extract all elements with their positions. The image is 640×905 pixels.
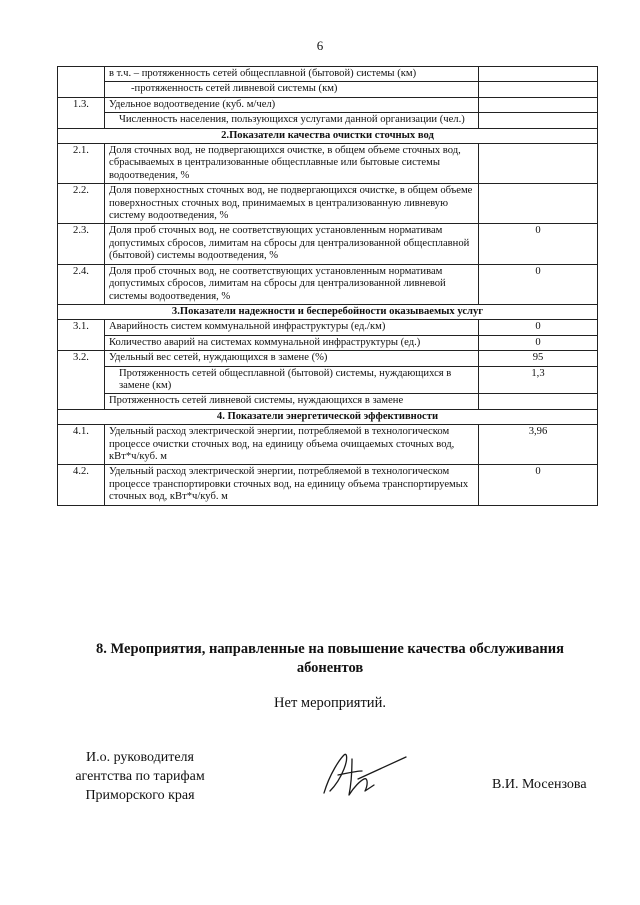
indicator-value: 0 — [479, 335, 598, 350]
indicators-table — [57, 66, 598, 506]
table-row — [58, 394, 598, 409]
indicator-name: Удельный расход электрической энергии, потребляемой в технологическом процессе транспортировки сточных вод, на единицу объема транспортируемых сточных вод, кВт*ч/куб. м — [105, 465, 479, 505]
indicator-name: Доля сточных вод, не подвергающихся очистке, в общем объеме сточных вод, сбрасываемых в централизованные общесплавные или бытовые системы водоотведения, % — [105, 144, 479, 184]
table-row — [58, 366, 598, 394]
table-row — [58, 224, 598, 264]
table-row — [58, 67, 598, 82]
table-row — [58, 425, 598, 465]
table-row — [58, 465, 598, 505]
table-row — [58, 97, 598, 112]
indicator-value — [479, 144, 598, 184]
section-title: 2.Показатели качества очистки сточных вод — [58, 128, 598, 143]
indicator-value: 3,96 — [479, 425, 598, 465]
table-row — [58, 320, 598, 335]
indicator-value: 0 — [479, 465, 598, 505]
indicator-value — [479, 67, 598, 82]
indicator-name: -протяженность сетей ливневой системы (км) — [105, 82, 479, 97]
table-row — [58, 335, 598, 350]
indicator-value: 0 — [479, 224, 598, 264]
indicator-value: 95 — [479, 351, 598, 366]
indicator-name: в т.ч. – протяженность сетей общесплавной (бытовой) системы (км) — [105, 67, 479, 82]
indicator-value — [479, 394, 598, 409]
section-header-row — [58, 128, 598, 143]
row-number — [58, 67, 105, 98]
row-number: 3.1. — [58, 320, 105, 351]
signatory-title: И.о. руководителя агентства по тарифам Приморского края — [75, 750, 205, 803]
table-row — [58, 351, 598, 366]
indicator-name: Удельный расход электрической энергии, потребляемой в технологическом процессе очистки сточных вод, на единицу объема очищаемых сточных вод, кВт*ч/куб. м — [105, 425, 479, 465]
section-header-row — [58, 409, 598, 424]
row-number: 4.2. — [58, 465, 105, 505]
table-row — [58, 82, 598, 97]
indicator-name: Удельное водоотведение (куб. м/чел) — [105, 97, 479, 112]
indicator-name: Доля проб сточных вод, не соответствующих установленным нормативам допустимых сбросов, лимитам на сбросы для централизованной общесплавной (бытовой) системы водоотведения, % — [105, 224, 479, 264]
indicator-name: Протяженность сетей ливневой системы, нуждающихся в замене — [105, 394, 479, 409]
row-number: 1.3. — [58, 97, 105, 128]
indicator-name: Аварийность систем коммунальной инфраструктуры (ед./км) — [105, 320, 479, 335]
section-8-body: Нет мероприятий. — [274, 695, 386, 711]
table-row — [58, 144, 598, 184]
handwritten-signature — [318, 745, 410, 801]
section-title: 4. Показатели энергетической эффективности — [58, 409, 598, 424]
indicator-name: Доля поверхностных сточных вод, не подвергающихся очистке, в общем объеме поверхностных сточных вод, принимаемых в централизованную ливневую систему водоотведения, % — [105, 184, 479, 224]
section-header-row — [58, 304, 598, 319]
table-row — [58, 184, 598, 224]
table-row — [58, 264, 598, 304]
indicator-name: Протяженность сетей общесплавной (бытовой) системы, нуждающихся в замене (км) — [105, 366, 479, 394]
indicator-value — [479, 113, 598, 128]
indicator-value: 0 — [479, 320, 598, 335]
section-8-title: 8. Мероприятия, направленные на повышение качества обслуживания абонентов — [96, 641, 564, 676]
row-number: 2.2. — [58, 184, 105, 224]
indicator-name: Удельный вес сетей, нуждающихся в замене (%) — [105, 351, 479, 366]
row-number: 3.2. — [58, 351, 105, 410]
indicator-value — [479, 97, 598, 112]
indicator-value — [479, 82, 598, 97]
indicator-name: Количество аварий на системах коммунальной инфраструктуры (ед.) — [105, 335, 479, 350]
indicator-value: 0 — [479, 264, 598, 304]
section-title: 3.Показатели надежности и бесперебойности оказываемых услуг — [58, 304, 598, 319]
indicator-name: Доля проб сточных вод, не соответствующих установленным нормативам допустимых сбросов, лимитам на сбросы для централизованной ливневой системы водоотведения, % — [105, 264, 479, 304]
signatory-name: В.И. Мосензова — [492, 777, 587, 792]
row-number: 2.1. — [58, 144, 105, 184]
row-number: 4.1. — [58, 425, 105, 465]
row-number: 2.4. — [58, 264, 105, 304]
row-number: 2.3. — [58, 224, 105, 264]
indicator-value — [479, 184, 598, 224]
indicator-value: 1,3 — [479, 366, 598, 394]
table-row — [58, 113, 598, 128]
page-number: 6 — [316, 38, 324, 53]
indicator-name: Численность населения, пользующихся услугами данной организации (чел.) — [105, 113, 479, 128]
